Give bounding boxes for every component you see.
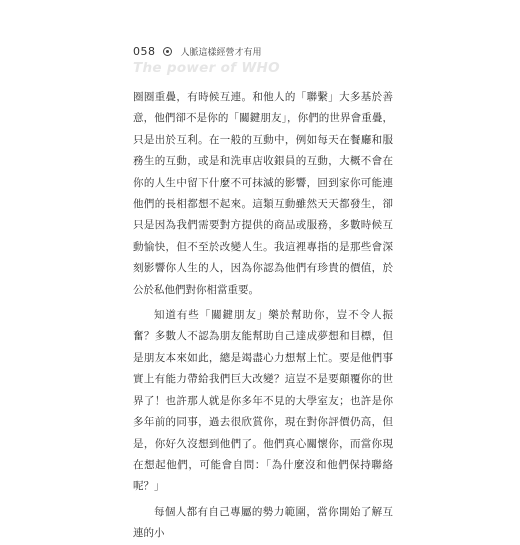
paragraph: 知道有些「關鍵朋友」樂於幫助你，豈不令人振奮？多數人不認為朋友能幫助自己達成夢想和目標，但是朋友本來如此，總是竭盡心力想幫上忙。要是他們事實上有能力帶給我們巨大改變？這豈不是要顛覆你的世界了！也許那人就是你多年不見的大學室友；也許是你多年前的同事，過去很欣賞你，現在對你評價仍高，但是，你好久沒想到他們了。他們真心關懷你，而當你現在想起他們，可能會自問：「為什麼沒和他們保持聯絡呢？」: [133, 309, 393, 493]
header-row: [133, 43, 280, 59]
page-number: 058: [133, 44, 156, 58]
paragraph-continued: 圈圈重疊，有時候互連。和他人的「聯繫」大多基於善意，他們卻不是你的「關鍵朋友」，你們的世界會重疊，只是出於互利。在一般的互動中，例如每天在餐廳和服務生的互動，或是和洗車店收銀員的互動，大概不會在你的人生中留下什麼不可抹滅的影響，回到家你可能連他們的長相都想不起來。這類互動雖然天天都發生，卻只是因為我們需要對方提供的商品或服務，多數時候互動愉快，但不至於改變人生。我這裡專指的是那些會深刻影響你人生的人，因為你認為他們有珍貴的價值，於公於私他們對你相當重要。: [133, 91, 393, 296]
paragraph: 每個人都有自己專屬的勢力範圍，當你開始了解互連的小: [133, 505, 393, 540]
body-text: [133, 87, 393, 545]
running-header: [133, 43, 280, 76]
book-title: 人脈這樣經營才有用: [180, 47, 262, 58]
series-title-watermark: The power of WHO: [133, 60, 280, 76]
circle-dot-icon: [163, 47, 172, 56]
